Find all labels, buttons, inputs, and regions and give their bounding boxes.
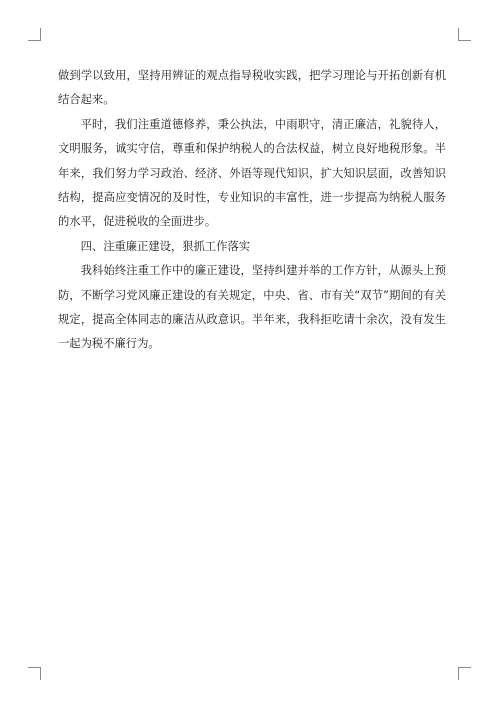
crop-mark-bottom-right [458,667,471,680]
crop-mark-bottom-left [28,667,41,680]
section-heading-integrity: 四、注重廉正建设，狠抓工作落实 [80,239,251,253]
paragraph-study-application: 做到学以致用，坚持用辨证的观点指导税收实践，把学习理论与开拓创新有机结合起来。 [58,69,446,107]
paragraph-ethics-service: 平时，我们注重道德修养，秉公执法，中雨职守，清正廉洁，礼貌待人，文明服务，诚实守信，尊重和保护纳税人的合法权益，树立良好地税形象。半年来，我们努力学习政治、经济、外语等现代知识，扩大知识层面，改善知识结构，提高应变情况的及时性，专业知识的丰富性，进一步提高为纳税人服务的水平，促进税收的全面进步。 [58,117,446,229]
document-body [58,64,446,357]
paragraph-integrity-building: 我科始终注重工作中的廉正建设，坚持纠建并举的工作方针，从源头上预防，不断学习党风廉正建设的有关规定，中央、省、市有关“双节”期间的有关规定，提高全体同志的廉洁从政意识。半年来，我科拒吃请十余次，没有发生一起为税不廉行为。 [58,264,446,351]
crop-mark-top-right [458,28,471,41]
crop-mark-top-left [28,28,41,41]
